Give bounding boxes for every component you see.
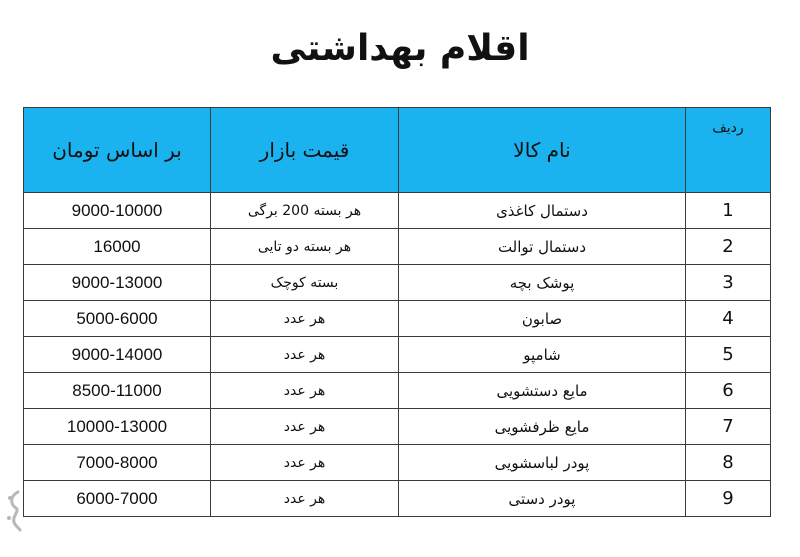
table-row <box>24 193 771 229</box>
row-price: 9000-13000 <box>24 265 211 301</box>
row-price: 8500-11000 <box>24 373 211 409</box>
row-item-name: پودر لباسشویی <box>399 445 686 481</box>
row-item-name: دستمال توالت <box>399 229 686 265</box>
table-row <box>24 301 771 337</box>
row-price: 5000-6000 <box>24 301 211 337</box>
row-price: 7000-8000 <box>24 445 211 481</box>
row-unit: هر بسته 200 برگی <box>211 193 399 229</box>
row-item-name: مایع دستشویی <box>399 373 686 409</box>
table-row <box>24 445 771 481</box>
row-unit: هر عدد <box>211 373 399 409</box>
row-unit: هر عدد <box>211 445 399 481</box>
row-price: 9000-10000 <box>24 193 211 229</box>
table-header-row <box>24 108 771 193</box>
row-unit: هر عدد <box>211 481 399 517</box>
row-unit: هر بسته دو تایی <box>211 229 399 265</box>
row-index: 4 <box>686 301 771 337</box>
row-item-name: دستمال کاغذی <box>399 193 686 229</box>
table-row <box>24 229 771 265</box>
row-unit: هر عدد <box>211 301 399 337</box>
header-price: بر اساس تومان <box>24 108 211 193</box>
row-unit: هر عدد <box>211 337 399 373</box>
table-row <box>24 265 771 301</box>
row-price: 9000-14000 <box>24 337 211 373</box>
row-item-name: مایع ظرفشویی <box>399 409 686 445</box>
tasnim-logo-icon <box>4 488 24 532</box>
table-row <box>24 481 771 517</box>
table-row <box>24 337 771 373</box>
row-price: 16000 <box>24 229 211 265</box>
row-price: 10000-13000 <box>24 409 211 445</box>
row-item-name: صابون <box>399 301 686 337</box>
table-row <box>24 409 771 445</box>
row-index: 5 <box>686 337 771 373</box>
table-row <box>24 373 771 409</box>
page-title: اقلام بهداشتی <box>270 28 530 69</box>
row-item-name: پودر دستی <box>399 481 686 517</box>
row-price: 6000-7000 <box>24 481 211 517</box>
row-index: 7 <box>686 409 771 445</box>
row-index: 8 <box>686 445 771 481</box>
price-table <box>23 107 771 517</box>
row-index: 9 <box>686 481 771 517</box>
row-index: 1 <box>686 193 771 229</box>
row-index: 3 <box>686 265 771 301</box>
row-index: 2 <box>686 229 771 265</box>
header-unit: قیمت بازار <box>211 108 399 193</box>
row-unit: هر عدد <box>211 409 399 445</box>
header-name: نام کالا <box>399 108 686 193</box>
row-item-name: پوشک بچه <box>399 265 686 301</box>
row-index: 6 <box>686 373 771 409</box>
header-index: ردیف <box>686 108 771 193</box>
row-item-name: شامپو <box>399 337 686 373</box>
row-unit: بسته کوچک <box>211 265 399 301</box>
